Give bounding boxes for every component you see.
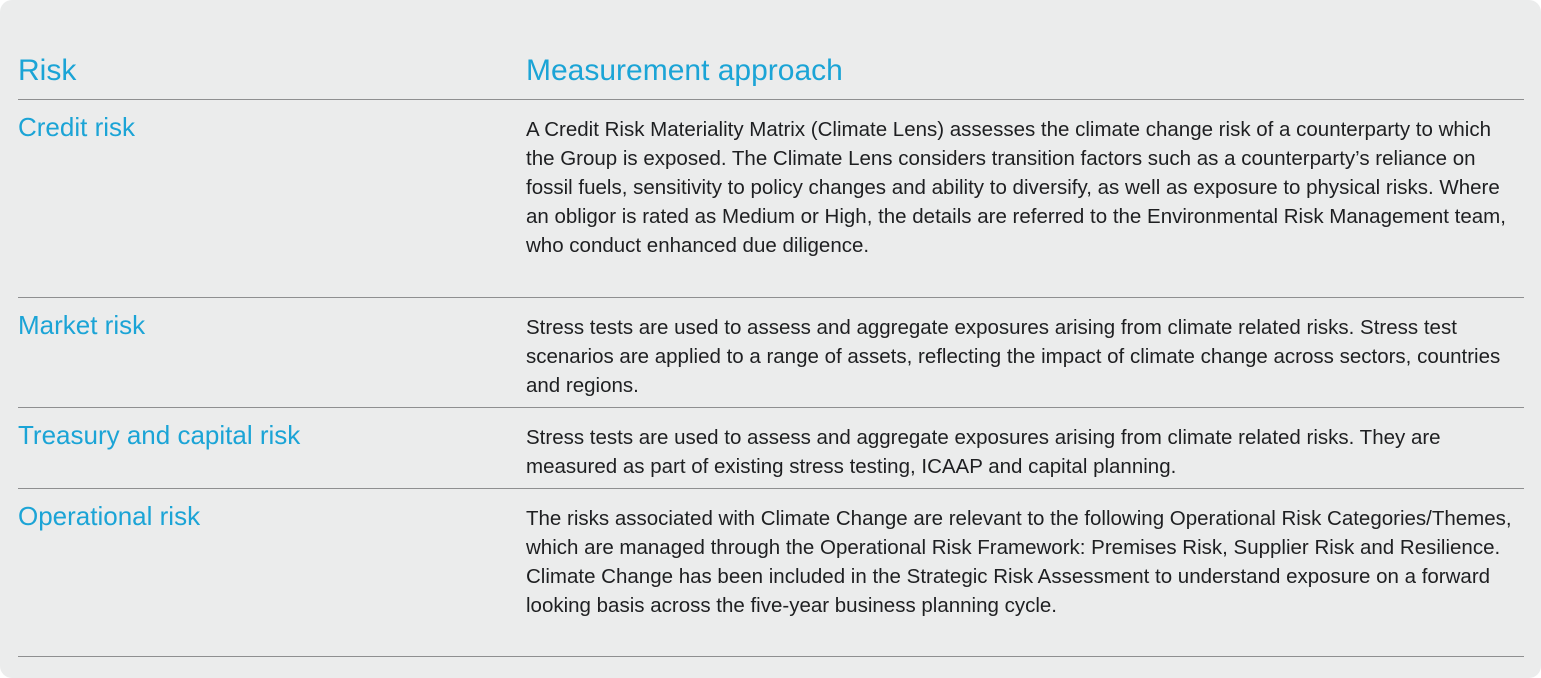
column-header-measurement-approach: Measurement approach [526, 54, 843, 87]
risk-label: Operational risk [18, 501, 201, 531]
measurement-approach-text: A Credit Risk Materiality Matrix (Climate Lens) assesses the climate change risk of a counterparty to which the Group is exposed. The Climate Lens considers transition factors such as a counterparty’s reliance on fossil fuels, sensitivity to policy changes and ability to diversify, as well as exposure to physical risks. Where an obligor is rated as Medium or High, the details are referred to the Environmental Risk Management team, who conduct enhanced due diligence. [526, 118, 1506, 257]
table-header-row [18, 0, 1524, 100]
table-row-treasury-capital-risk [18, 408, 1524, 489]
risk-measurement-table [18, 0, 1524, 657]
risk-label: Credit risk [18, 112, 136, 142]
measurement-approach-text: The risks associated with Climate Change are relevant to the following Operational Risk Categories/Themes, which are managed through the Operational Risk Framework: Premises Risk, Supplier Risk and Resilience. Climate Change has been included in the Strategic Risk Assessment to understand exposure on a forward looking basis across the five-year business planning cycle. [526, 507, 1512, 617]
table-row-operational-risk [18, 489, 1524, 657]
table-row-credit-risk [18, 100, 1524, 298]
risk-label: Market risk [18, 310, 146, 340]
risk-label: Treasury and capital risk [18, 420, 301, 450]
table-row-market-risk [18, 298, 1524, 408]
measurement-approach-text: Stress tests are used to assess and aggregate exposures arising from climate related risks. Stress test scenarios are applied to a range of assets, reflecting the impact of climate change across sectors, countries and regions. [526, 316, 1501, 397]
column-header-risk: Risk [18, 54, 77, 87]
measurement-approach-text: Stress tests are used to assess and aggregate exposures arising from climate related risks. They are measured as part of existing stress testing, ICAAP and capital planning. [526, 426, 1441, 478]
